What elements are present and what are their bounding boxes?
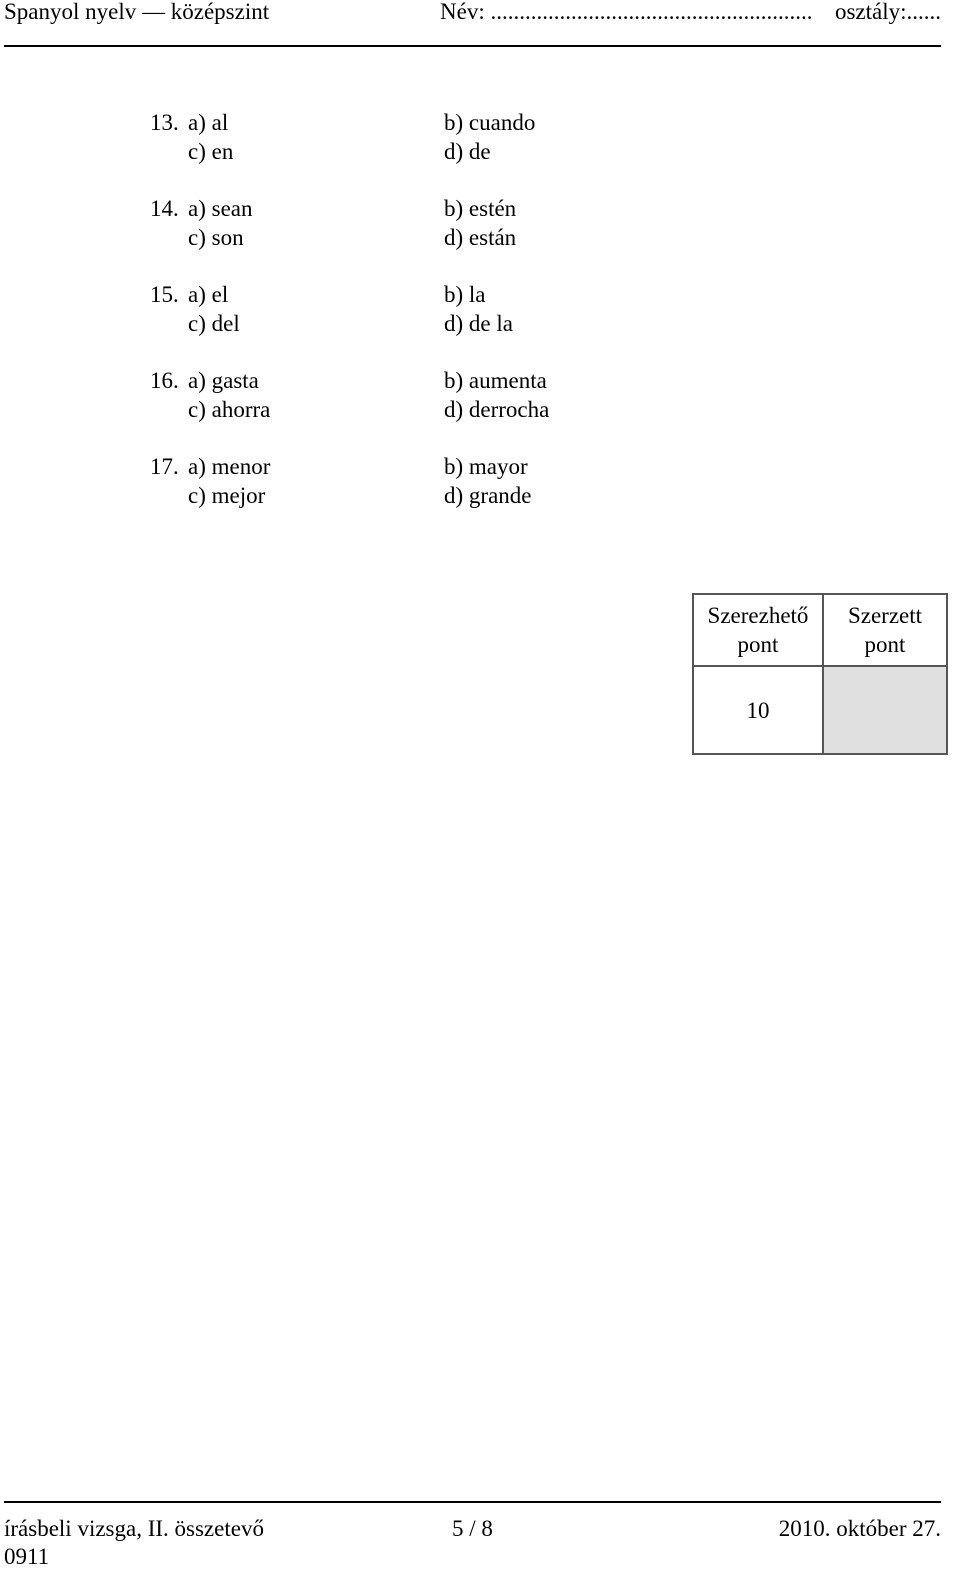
option-c: c) son: [188, 225, 244, 250]
header-divider: [4, 45, 941, 47]
option-d: d) de la: [444, 311, 513, 336]
max-points-header: [693, 594, 823, 666]
question-13: [0, 108, 700, 166]
class-field-label: osztály:......: [834, 0, 941, 24]
option-c: c) del: [188, 311, 240, 336]
question-number: 17.: [150, 454, 179, 479]
earned-points-field[interactable]: [823, 666, 947, 754]
option-a: a) sean: [188, 196, 253, 221]
earned-points-header-line2: pont: [864, 632, 906, 657]
option-b: b) la: [444, 282, 486, 307]
earned-points-header-line1: Szerzett: [847, 603, 923, 628]
option-c: c) en: [188, 139, 234, 164]
earned-points-header: [823, 594, 947, 666]
option-b: b) aumenta: [444, 368, 547, 393]
option-a: a) gasta: [188, 368, 259, 393]
option-b: b) mayor: [444, 454, 528, 479]
question-14: [0, 194, 700, 252]
option-d: d) de: [444, 139, 491, 164]
max-points-value: 10: [693, 666, 823, 754]
exam-code: 0911: [4, 1544, 50, 1569]
question-17: [0, 452, 700, 510]
option-a: a) al: [188, 110, 229, 135]
option-b: b) cuando: [444, 110, 536, 135]
exam-part-label: írásbeli vizsga, II. összetevő: [4, 1516, 264, 1541]
option-d: d) grande: [444, 483, 532, 508]
option-b: b) estén: [444, 196, 517, 221]
option-a: a) el: [188, 282, 229, 307]
max-points-header-line1: Szerezhető: [707, 603, 809, 628]
max-points-header-line2: pont: [737, 632, 779, 657]
subject-title: Spanyol nyelv — középszint: [4, 0, 270, 24]
question-number: 16.: [150, 368, 179, 393]
question-16: [0, 366, 700, 424]
option-a: a) menor: [188, 454, 271, 479]
option-d: d) derrocha: [444, 397, 550, 422]
footer-divider: [4, 1501, 941, 1503]
option-c: c) mejor: [188, 483, 266, 508]
name-field-label: Név: ........................................................: [440, 0, 813, 24]
question-number: 13.: [150, 110, 179, 135]
question-number: 15.: [150, 282, 179, 307]
exam-date: 2010. október 27.: [778, 1516, 941, 1541]
page-header: [4, 0, 941, 34]
score-table: [692, 593, 948, 755]
question-15: [0, 280, 700, 338]
option-c: c) ahorra: [188, 397, 271, 422]
option-d: d) están: [444, 225, 517, 250]
page-number: 5 / 8: [452, 1516, 493, 1541]
question-number: 14.: [150, 196, 179, 221]
question-list: [0, 108, 700, 538]
